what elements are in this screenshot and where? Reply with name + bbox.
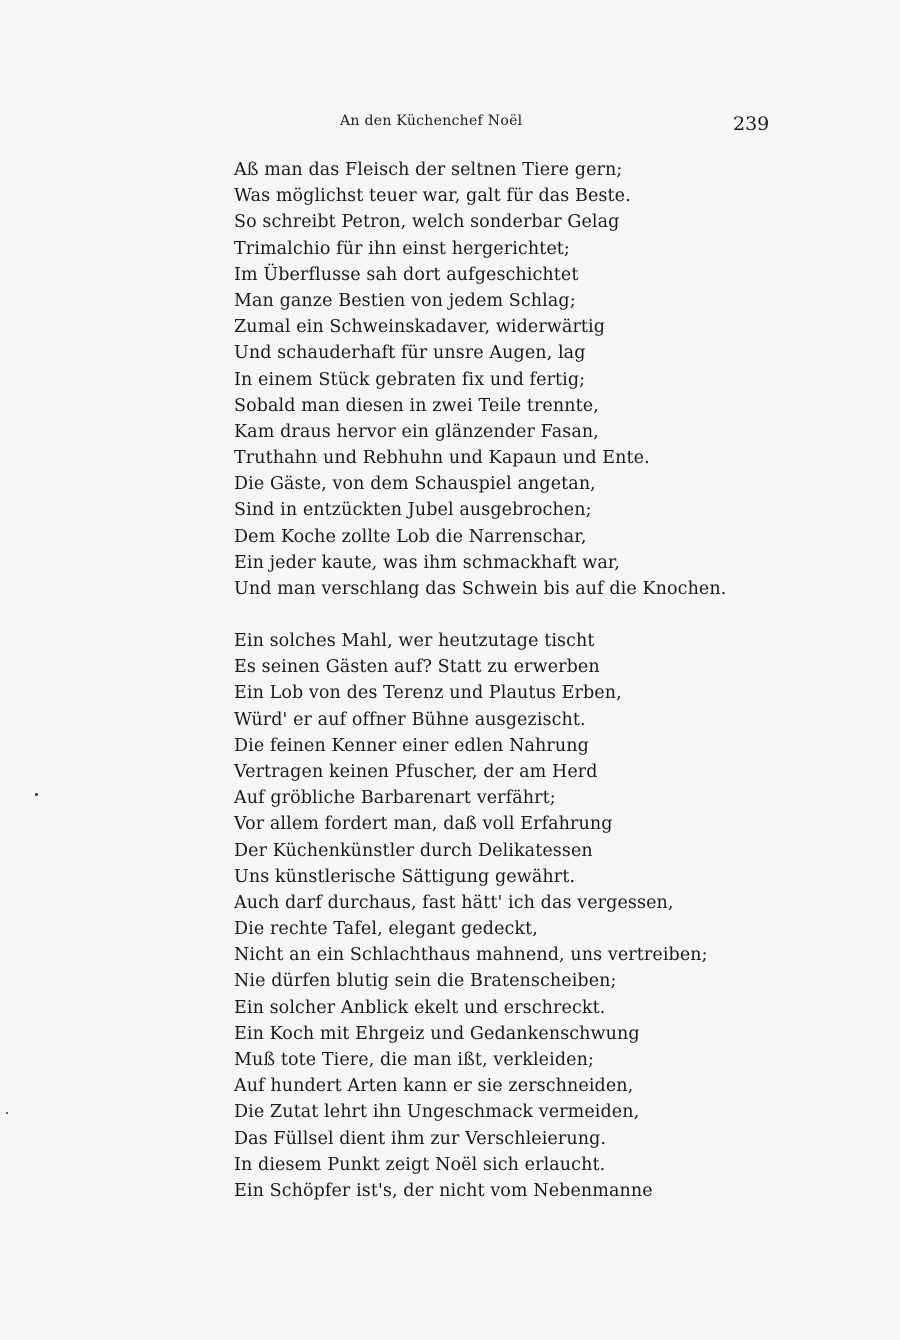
verse-line: Und man verschlang das Schwein bis auf die Knochen. — [234, 579, 727, 599]
verse-line: Ein Schöpfer ist's, der nicht vom Nebenmanne — [234, 1180, 653, 1201]
verse-line: Was möglichst teuer war, galt für das Beste. — [234, 186, 631, 207]
verse-line: Im Überflusse sah dort aufgeschichtet — [234, 264, 579, 285]
verse-line: Es seinen Gästen auf? Statt zu erwerben — [234, 657, 600, 678]
verse-line: In diesem Punkt zeigt Noël sich erlaucht. — [234, 1154, 606, 1175]
verse-line: Truthahn und Rebhuhn und Kapaun und Ente. — [234, 448, 650, 469]
scan-speck — [35, 793, 38, 796]
verse-line: Sobald man diesen in zwei Teile trennte, — [234, 395, 599, 416]
verse-line: Auf gröbliche Barbarenart verfährt; — [234, 788, 556, 809]
verse-line: Die feinen Kenner einer edlen Nahrung — [234, 735, 589, 756]
verse-line: Kam draus hervor ein glänzender Fasan, — [234, 421, 599, 442]
verse-line: Ein Lob von des Terenz und Plautus Erben, — [234, 683, 622, 704]
page-number: 239 — [733, 113, 770, 135]
verse-line: Nie dürfen blutig sein die Bratenscheiben; — [234, 971, 617, 992]
stanza-1 — [234, 157, 734, 602]
verse-line: Die rechte Tafel, elegant gedeckt, — [234, 919, 538, 940]
verse-line: Man ganze Bestien von jedem Schlag; — [234, 290, 576, 311]
verse-line: Muß tote Tiere, die man ißt, verkleiden; — [234, 1050, 594, 1070]
verse-line: In einem Stück gebraten fix und fertig; — [234, 369, 586, 390]
scan-speck — [6, 1112, 8, 1114]
verse-line: Zumal ein Schweinskadaver, widerwärtig — [234, 317, 606, 338]
verse-line: Vor allem fordert man, daß voll Erfahrung — [234, 814, 613, 835]
verse-line: Ein solcher Anblick ekelt und erschreckt. — [234, 997, 606, 1018]
verse-line: Und schauderhaft für unsre Augen, lag — [234, 343, 586, 364]
verse-line: Ein jeder kaute, was ihm schmackhaft war, — [234, 552, 621, 573]
verse-line: Vertragen keinen Pfuscher, der am Herd — [234, 761, 598, 782]
verse-line: Der Küchenkünstler durch Delikatessen — [234, 840, 593, 861]
verse-line: Die Gäste, von dem Schauspiel angetan, — [234, 474, 596, 495]
verse-line: Ein Koch mit Ehrgeiz und Gedankenschwung — [234, 1023, 640, 1044]
verse-line: Die Zutat lehrt ihn Ungeschmack vermeiden, — [234, 1102, 640, 1123]
verse-line: Uns künstlerische Sättigung gewährt. — [234, 866, 576, 887]
verse-line: Ein solches Mahl, wer heutzutage tischt — [234, 631, 595, 651]
verse-line: Auf hundert Arten kann er sie zerschneiden, — [234, 1076, 634, 1097]
running-title: An den Küchenchef Noël — [340, 113, 523, 129]
verse-line: Würd' er auf offner Bühne ausgezischt. — [234, 709, 586, 730]
verse-line: Auch darf durchaus, fast hätt' ich das vergessen, — [234, 892, 674, 913]
stanza-2 — [234, 628, 734, 1204]
verse-line: So schreibt Petron, welch sonderbar Gelag — [234, 212, 620, 233]
verse-line: Dem Koche zollte Lob die Narrenschar, — [234, 526, 587, 547]
verse-line: Trimalchio für ihn einst hergerichtet; — [234, 238, 570, 259]
verse-line: Das Füllsel dient ihm zur Verschleierung. — [234, 1128, 607, 1149]
verse-line: Nicht an ein Schlachthaus mahnend, uns vertreiben; — [234, 945, 708, 966]
verse-line: Sind in entzückten Jubel ausgebrochen; — [234, 500, 592, 521]
verse-line: Aß man das Fleisch der seltnen Tiere gern; — [234, 160, 623, 180]
